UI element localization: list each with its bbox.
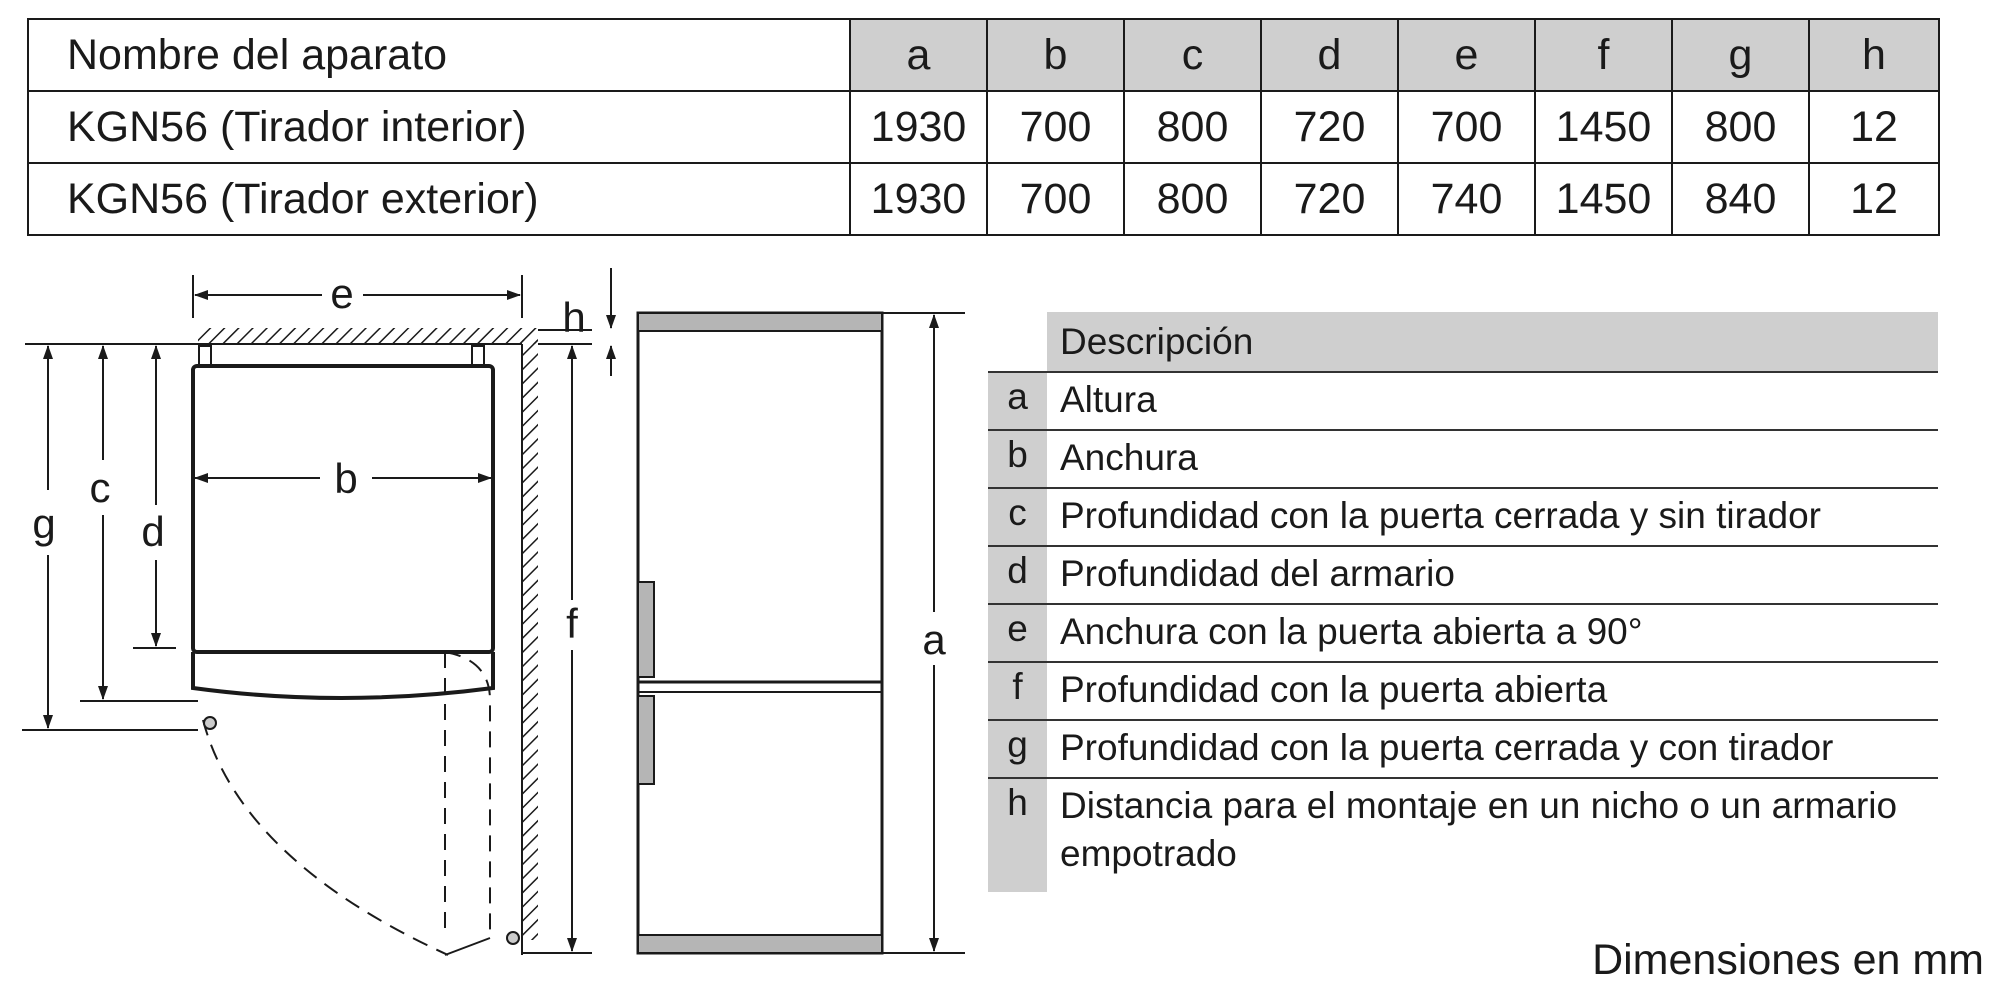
hinge-icon [507, 932, 519, 944]
value-cell: 12 [1809, 163, 1939, 235]
legend-key: a [988, 373, 1047, 429]
value-cell: 840 [1672, 163, 1809, 235]
header-name-cell: Nombre del aparato [28, 19, 850, 91]
value-cell: 12 [1809, 91, 1939, 163]
dimension-label-b: b [334, 455, 358, 502]
value-cell: 700 [987, 163, 1124, 235]
dimension-label-f: f [566, 600, 578, 647]
legend-row [988, 547, 1938, 605]
dimension-label-h: h [562, 294, 586, 341]
header-col-a: a [850, 19, 987, 91]
value-cell: 700 [1398, 91, 1535, 163]
row-name-cell: KGN56 (Tirador exterior) [28, 163, 850, 235]
value-cell: 1450 [1535, 91, 1672, 163]
value-cell: 800 [1672, 91, 1809, 163]
legend-text: Profundidad con la puerta abierta [1060, 669, 1608, 710]
hinge-icon [204, 717, 216, 729]
legend-row [988, 663, 1938, 721]
header-col-b: b [987, 19, 1124, 91]
header-col-c: c [1124, 19, 1261, 91]
dimension-label-g: g [32, 500, 56, 547]
legend-row [988, 605, 1938, 663]
header-col-g: g [1672, 19, 1809, 91]
value-cell: 1930 [850, 91, 987, 163]
legend-row [988, 489, 1938, 547]
legend-text: Anchura [1060, 437, 1198, 478]
legend-key: c [988, 489, 1047, 545]
dimension-label-d: d [141, 508, 165, 555]
value-cell: 720 [1261, 163, 1398, 235]
legend-title: Descripción [1047, 312, 1938, 371]
legend-key: f [988, 663, 1047, 719]
header-col-e: e [1398, 19, 1535, 91]
header-col-d: d [1261, 19, 1398, 91]
dimension-label-a: a [922, 616, 946, 663]
header-col-f: f [1535, 19, 1672, 91]
legend-key: e [988, 605, 1047, 661]
legend-key: g [988, 721, 1047, 777]
legend-text: Profundidad del armario [1060, 553, 1455, 594]
legend-text: Profundidad con la puerta cerrada y sin tirador [1060, 495, 1821, 536]
row-name-cell: KGN56 (Tirador interior) [28, 91, 850, 163]
legend-header [988, 312, 1938, 371]
wall [198, 328, 538, 955]
legend-row [988, 431, 1938, 489]
unit-note: Dimensiones en mm [1592, 936, 1984, 984]
table-header-row [28, 19, 1939, 91]
legend-text: Profundidad con la puerta cerrada y con tirador [1060, 727, 1834, 768]
legend-header-spacer [988, 312, 1047, 371]
dimension-drawing [0, 240, 1000, 1000]
dimension-label-e: e [330, 270, 354, 317]
door-handle-lower [638, 696, 654, 784]
legend-row [988, 779, 1938, 892]
value-cell: 800 [1124, 91, 1261, 163]
legend-row [988, 721, 1938, 779]
legend-text: Distancia para el montaje en un nicho o un armario empotrado [1060, 785, 1898, 874]
value-cell: 740 [1398, 163, 1535, 235]
value-cell: 700 [987, 91, 1124, 163]
side-view-appliance [638, 313, 882, 953]
legend-text: Altura [1060, 379, 1157, 420]
dimensions-table [27, 18, 1940, 236]
door-handle-upper [638, 582, 654, 677]
header-col-h: h [1809, 19, 1939, 91]
value-cell: 1930 [850, 163, 987, 235]
legend-row [988, 371, 1938, 431]
legend-key: h [988, 779, 1047, 892]
top-view-appliance [193, 346, 519, 955]
legend-key: d [988, 547, 1047, 603]
dimension-label-c: c [89, 464, 111, 511]
legend-key: b [988, 431, 1047, 487]
description-legend [988, 312, 1938, 892]
legend-text: Anchura con la puerta abierta a 90° [1060, 611, 1643, 652]
value-cell: 800 [1124, 163, 1261, 235]
value-cell: 1450 [1535, 163, 1672, 235]
table-row [28, 163, 1939, 235]
table-row [28, 91, 1939, 163]
value-cell: 720 [1261, 91, 1398, 163]
